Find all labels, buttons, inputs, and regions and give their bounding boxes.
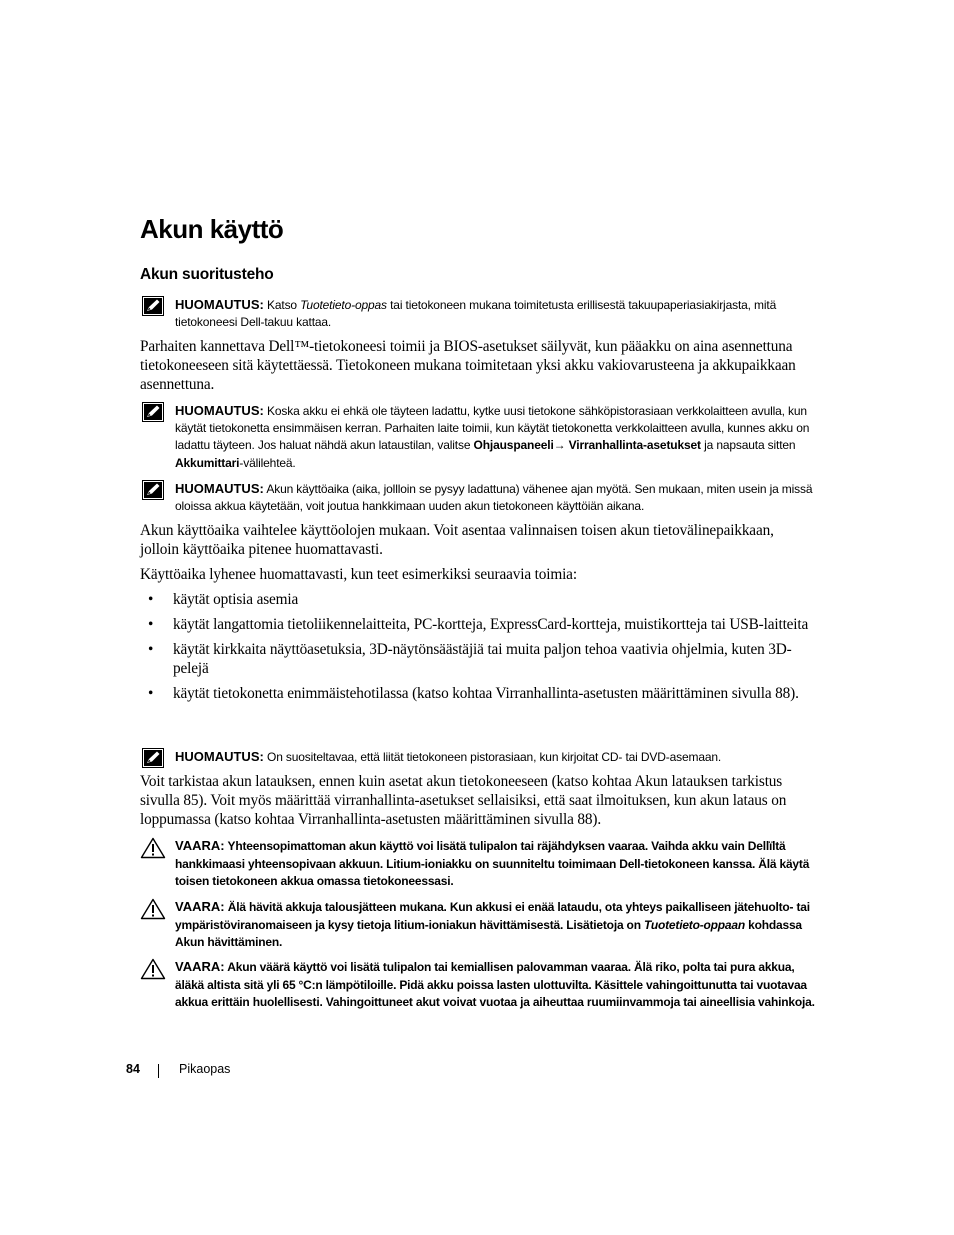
warning-triangle-icon (140, 898, 166, 920)
bullet-icon: • (148, 685, 154, 702)
note-text: -välilehteä. (239, 455, 296, 470)
paragraph-2: Akun käyttöaika vaihtelee käyttöolojen mukaan. Voit asentaa valinnaisen toisen akun tietovälinepaikkaan, jolloin käyttöaika pitenee huomattavasti. (140, 522, 774, 558)
bullet-icon: • (148, 641, 154, 658)
list-item-text: käytät optisia asemia (173, 591, 299, 608)
note-text: On suositeltavaa, että liität tietokoneen pistorasiaan, kun kirjoitat CD- tai DVD-asemaan. (267, 750, 722, 764)
bullet-icon: • (148, 591, 154, 608)
note-pencil-icon (142, 748, 164, 768)
menu-path-control-panel: Ohjauspaneeli (473, 438, 554, 453)
note-text: ja napsauta sitten (700, 438, 796, 453)
warning-label: VAARA: (175, 959, 225, 974)
paragraph-3: Käyttöaika lyhenee huomattavasti, kun teet esimerkiksi seuraavia toimia: (140, 566, 577, 583)
warning-reference: Tuotetieto-oppaan (643, 917, 745, 932)
note-pencil-icon (142, 296, 164, 316)
list-item (140, 640, 815, 678)
note-label: HUOMAUTUS: (175, 403, 264, 418)
note-text: Akun käyttöaika (aika, jollloin se pysyy ladattuna) vähenee ajan myötä. Sen mukaan, miten usein ja missä oloissa akkua käytetään, voit joutua hankkimaan uuden akun tietokoneen käyttöiän aikana. (175, 482, 813, 514)
menu-path-arrow: → (553, 438, 566, 453)
note-2 (140, 402, 815, 472)
list-item-text: käytät kirkkaita näyttöasetuksia, 3D-näytönsäästäjiä tai muita paljon tehoa vaativia ohjelmia, kuten 3D-pelejä (173, 641, 792, 677)
note-3 (140, 480, 815, 515)
warning-triangle-icon (140, 958, 166, 980)
warning-2 (140, 898, 815, 952)
note-4 (140, 748, 815, 766)
note-pencil-icon (142, 402, 164, 422)
list-item-text: käytät langattomia tietoliikennelaitteita, PC-kortteja, ExpressCard-kortteja, muistikortteja tai USB-laitteita (173, 616, 809, 633)
warning-triangle-icon (140, 837, 166, 859)
section-title: Akun suoritusteho (140, 266, 274, 283)
warning-label: VAARA: (175, 838, 225, 853)
bullet-list (140, 590, 815, 709)
note-label: HUOMAUTUS: (175, 481, 264, 496)
note-text: Koska akku ei ehkä ole täyteen ladattu, kytke uusi tietokone sähköpistorasiaan verkkolaitteen avulla, kun käytät tietokonetta ensimmäisen kerran. Parhaiten laite toimii, kun käytät tietokonetta verkkolaitteen avulla, kunnes akku on ladattu täyteen. Jos haluat nähdä akun lataustilan, valitse (175, 404, 810, 453)
list-item (140, 684, 815, 703)
list-item-text: käytät tietokonetta enimmäistehotilassa (katso kohtaa Virranhallinta-asetusten määrittäminen sivulla 88). (173, 685, 799, 702)
warning-label: VAARA: (175, 899, 225, 914)
paragraph-1: Parhaiten kannettava Dell™-tietokoneesi toimii ja BIOS-asetukset säilyvät, kun pääakku on aina asennettuna tietokoneeseen sitä käytettäessä. Tietokoneen mukana toimitetaan yksi akku vakiovarusteena ja akkupaikkaan asennettuna. (140, 338, 796, 393)
list-item (140, 590, 815, 609)
menu-path-power-options: Virranhallinta-asetukset (565, 438, 701, 453)
warning-text: Älä hävitä akkuja talousjätteen mukana. Kun akkusi ei enää lataudu, ota yhteys paikalliseen jätehuolto- tai ympäristöviranomaiseen ja kysy tietoja litium-ioniakun hävittämisestä. Lisätietoja on (175, 900, 810, 932)
note-text: Katso (267, 298, 301, 312)
list-item (140, 615, 815, 634)
note-text: tai tietokoneen mukana toimitetusta erillisestä takuupaperiasiakirjasta, mitä tietokoneesi Dell-takuu kattaa. (175, 298, 777, 330)
footer-divider (158, 1064, 159, 1078)
note-reference: Tuotetieto-oppas (300, 298, 387, 312)
note-label: HUOMAUTUS: (175, 297, 264, 312)
warning-text: kohdassa Akun hävittäminen. (175, 917, 802, 949)
paragraph-4: Voit tarkistaa akun latauksen, ennen kuin asetat akun tietokoneeseen (katso kohtaa Akun latauksen tarkistus sivulla 85). Voit myös määrittää virranhallinta-asetukset sellaisiksi, että saat ilmoituksen, kun akun lataus on loppumassa (katso kohtaa Virranhallinta-asetusten määrittäminen sivulla 88). (140, 773, 787, 828)
warning-3 (140, 958, 815, 1012)
menu-path-battery-meter: Akkumittari (175, 455, 240, 470)
warning-text: Akun väärä käyttö voi lisätä tulipalon tai kemiallisen palovamman vaaraa. Älä riko, polta tai pura akkua, äläkä altista sitä yli 65 °C:n lämpötiloille. Pidä akku poissa lasten ulottuvilta. Käsittele vahingoittunutta tai vuotavaa akkua erittäin huolellisesti. Vahingoittuneet akut voivat vuotaa ja aiheuttaa ruumiinvammoja tai aineellisia vahinkoja. (175, 960, 815, 1009)
note-label: HUOMAUTUS: (175, 749, 264, 764)
warning-text: Yhteensopimattoman akun käyttö voi lisätä tulipalon tai räjähdyksen vaaraa. Vaihda akku vain Dellïltä hankkimaasi yhteensopivaan akkuun. Litium-ioniakku on suunniteltu toimimaan Dell-tietokoneen kanssa. Älä käytä toisen tietokoneen akkua omassa tietokoneessasi. (175, 839, 810, 888)
note-1 (140, 296, 815, 331)
page-number: 84 (126, 1062, 140, 1076)
page-title: Akun käyttö (140, 214, 284, 244)
bullet-icon: • (148, 616, 154, 633)
note-pencil-icon (142, 480, 164, 500)
warning-1 (140, 837, 815, 891)
document-title: Pikaopas (179, 1062, 231, 1076)
